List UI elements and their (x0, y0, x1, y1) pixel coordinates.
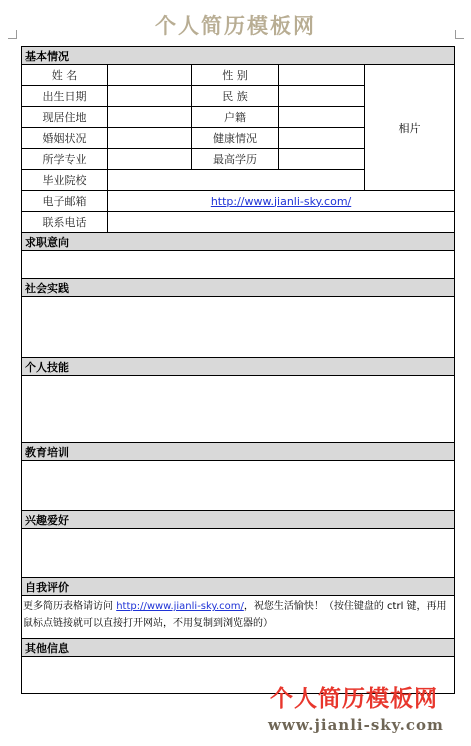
resume-table (21, 46, 455, 694)
section-body-practice[interactable] (22, 297, 455, 358)
label-phone: 联系电话 (22, 212, 108, 233)
page-title: 个人简历模板网 (155, 13, 316, 38)
watermark-text: 个人简历模板网 (270, 686, 438, 712)
note-suffix: ，祝您生活愉快！（按住键盘的 ctrl 键，再用鼠标点链接就可以直接打开网站，不用复制到浏览器的） (23, 601, 447, 629)
section-title: 自我评价 (22, 578, 455, 596)
self-eval-note (22, 596, 455, 639)
field-health[interactable] (279, 128, 365, 149)
label-birth: 出生日期 (22, 86, 108, 107)
section-body-hobbies[interactable] (22, 529, 455, 578)
label-email: 电子邮箱 (22, 191, 108, 212)
margin-corner-mark (8, 30, 17, 39)
field-degree[interactable] (279, 149, 365, 170)
section-header-intent (22, 233, 455, 251)
label-residence: 现居住地 (22, 107, 108, 128)
margin-corner-mark (455, 30, 464, 39)
section-title: 兴趣爱好 (22, 511, 455, 529)
section-header-self-eval (22, 578, 455, 596)
note-prefix: 更多简历表格请访问 (23, 601, 117, 612)
label-health: 健康情况 (192, 128, 279, 149)
section-body-education[interactable] (22, 461, 455, 511)
email-link[interactable]: http://www.jianli-sky.com/ (108, 191, 455, 212)
section-title: 教育培训 (22, 443, 455, 461)
label-hukou: 户籍 (192, 107, 279, 128)
label-major: 所学专业 (22, 149, 108, 170)
section-title: 基本情况 (22, 47, 455, 65)
section-header-hobbies (22, 511, 455, 529)
section-header-other (22, 639, 455, 657)
field-phone[interactable] (108, 212, 455, 233)
field-ethnicity[interactable] (279, 86, 365, 107)
section-header-skills (22, 358, 455, 376)
section-header-education (22, 443, 455, 461)
section-title: 其他信息 (22, 639, 455, 657)
field-name[interactable] (108, 65, 192, 86)
section-title: 社会实践 (22, 279, 455, 297)
section-header-practice (22, 279, 455, 297)
label-degree: 最高学历 (192, 149, 279, 170)
field-major[interactable] (108, 149, 192, 170)
photo-cell[interactable]: 相片 (365, 65, 455, 191)
section-body-intent[interactable] (22, 251, 455, 279)
section-header-basic (22, 47, 455, 65)
field-marital[interactable] (108, 128, 192, 149)
section-title: 求职意向 (22, 233, 455, 251)
field-gender[interactable] (279, 65, 365, 86)
label-name: 姓 名 (22, 65, 108, 86)
label-marital: 婚姻状况 (22, 128, 108, 149)
section-body-skills[interactable] (22, 376, 455, 443)
field-school[interactable] (108, 170, 365, 191)
note-link[interactable]: http://www.jianli-sky.com/ (116, 601, 244, 612)
label-gender: 性 别 (192, 65, 279, 86)
field-residence[interactable] (108, 107, 192, 128)
label-school: 毕业院校 (22, 170, 108, 191)
watermark-url: www.jianli-sky.com (268, 716, 444, 734)
section-title: 个人技能 (22, 358, 455, 376)
field-birth[interactable] (108, 86, 192, 107)
field-hukou[interactable] (279, 107, 365, 128)
label-ethnicity: 民 族 (192, 86, 279, 107)
